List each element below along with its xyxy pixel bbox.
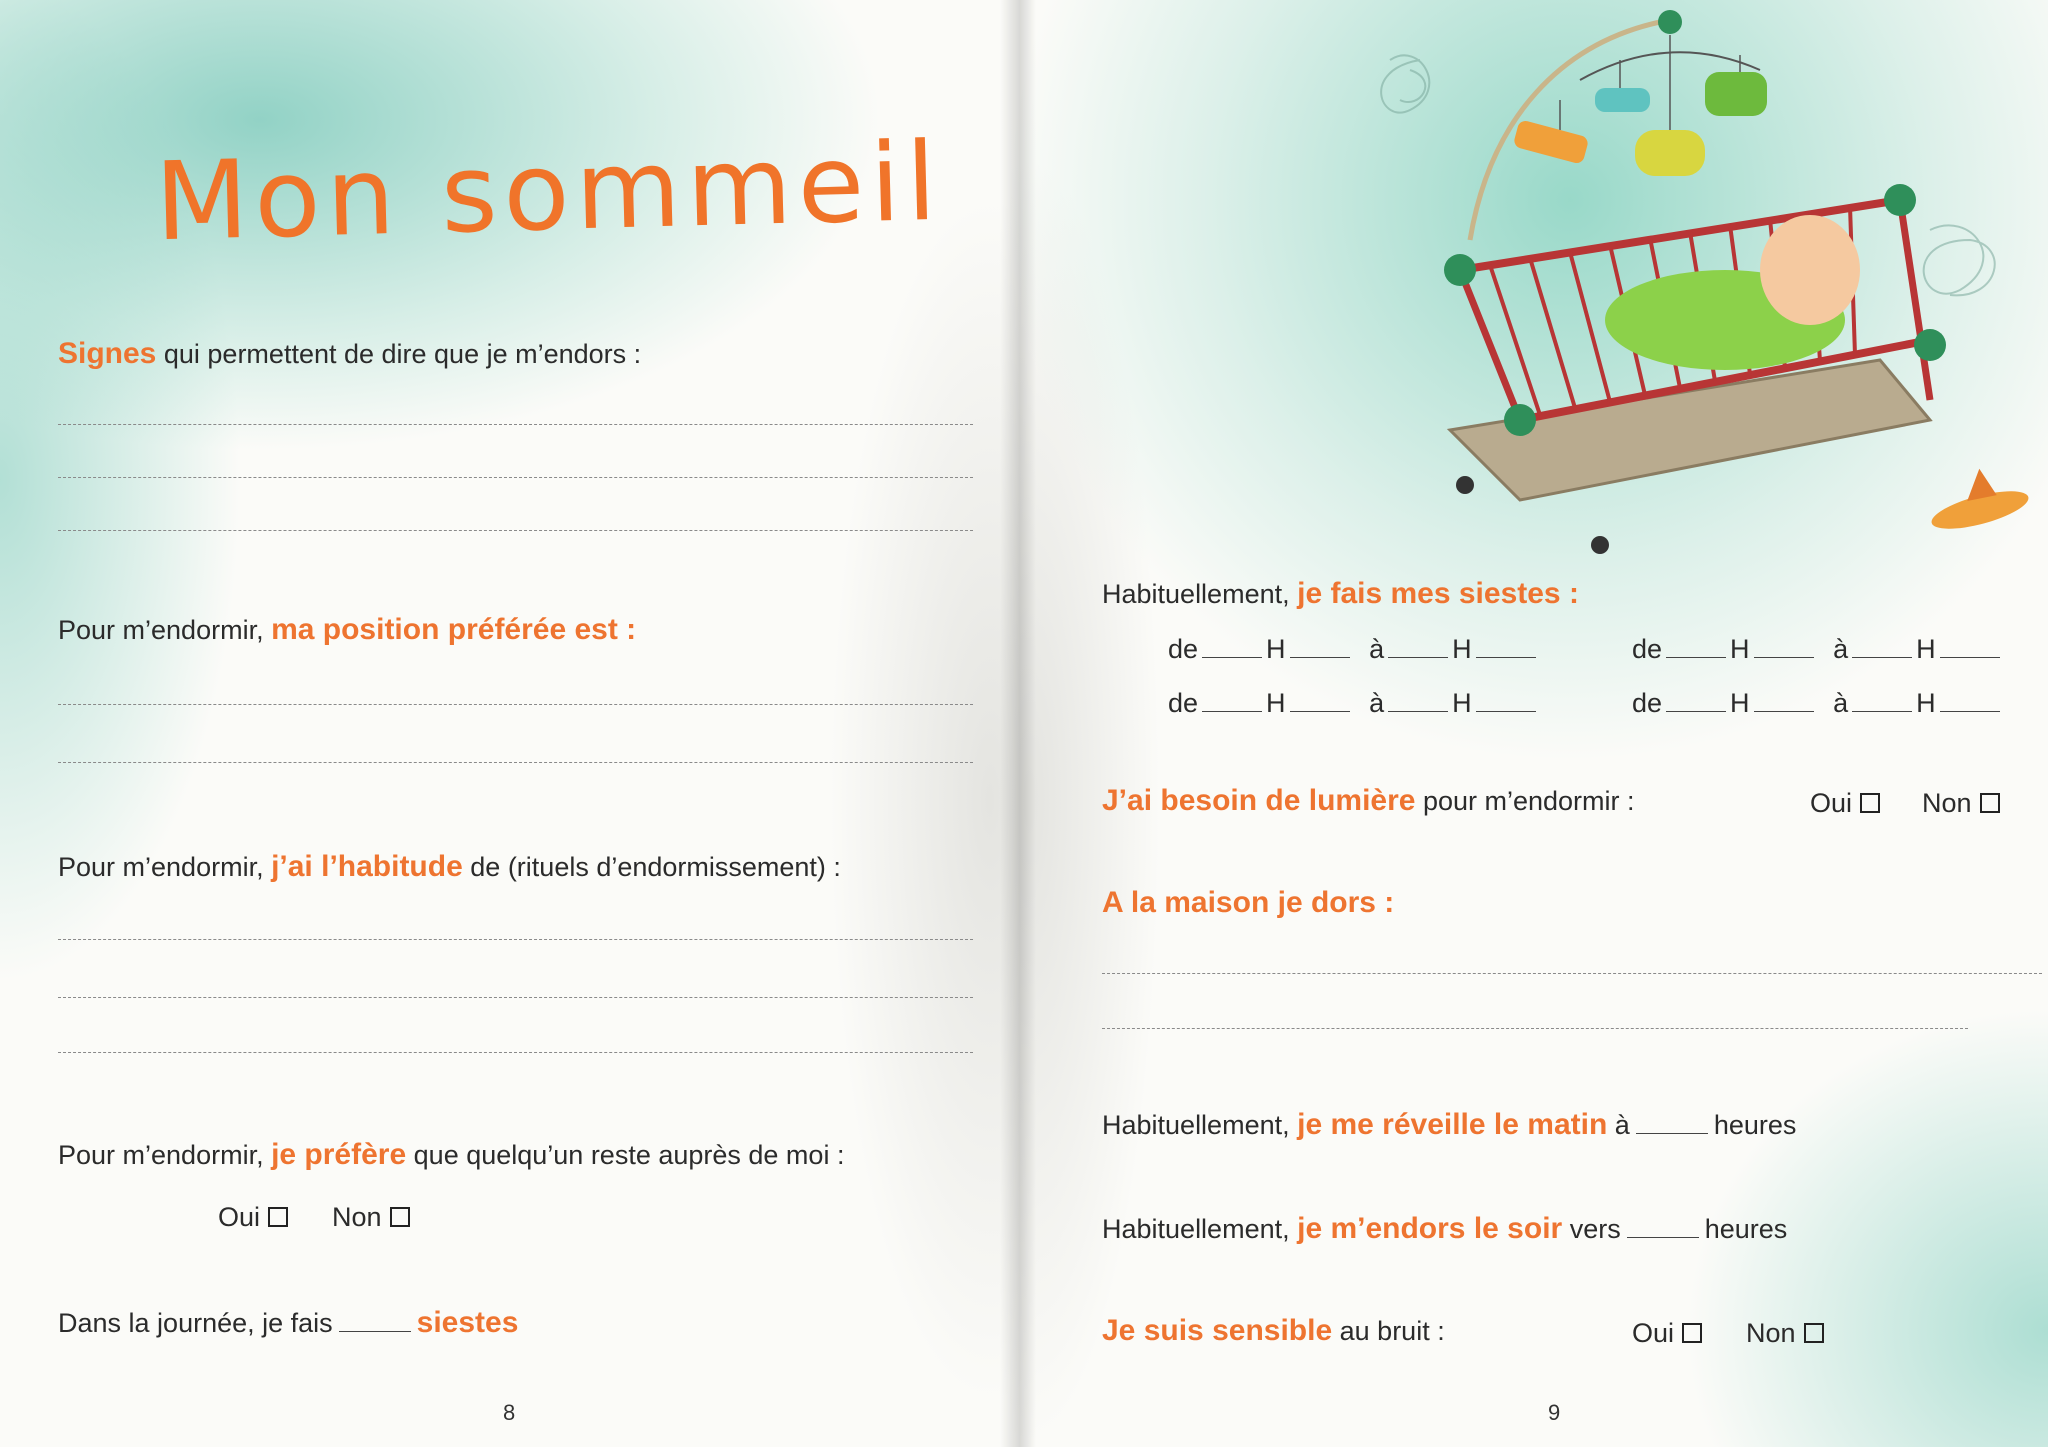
minute-blank[interactable] xyxy=(1476,687,1536,712)
left-page xyxy=(0,0,1010,1447)
question-naps-prefix: Dans la journée, je fais xyxy=(58,1308,333,1338)
hour-label: H xyxy=(1266,634,1286,664)
minute-blank[interactable] xyxy=(1940,687,2000,712)
hour-blank[interactable] xyxy=(1666,633,1726,658)
question-wake-suffix: heures xyxy=(1713,1110,1797,1140)
question-position xyxy=(58,613,636,647)
question-habit-highlight: j’ai l’habitude xyxy=(271,850,463,883)
to-label: à xyxy=(1369,688,1385,718)
hour-label: H xyxy=(1916,688,1936,718)
hour-blank[interactable] xyxy=(1852,633,1912,658)
minute-blank[interactable] xyxy=(1290,633,1350,658)
no-label: Non xyxy=(1746,1318,1796,1348)
answer-line[interactable] xyxy=(58,1052,973,1053)
from-label: de xyxy=(1632,688,1663,718)
question-habit-text: de (rituels d’endormissement) : xyxy=(462,852,841,882)
hour-blank[interactable] xyxy=(1852,687,1912,712)
question-sleep xyxy=(1102,1212,1787,1246)
question-noise xyxy=(1102,1314,1445,1348)
minute-blank[interactable] xyxy=(1754,633,1814,658)
sleep-hour-blank[interactable] xyxy=(1627,1213,1699,1238)
baby-head xyxy=(1760,215,1860,325)
answer-line[interactable] xyxy=(58,477,973,478)
question-noise-highlight: Je suis sensible xyxy=(1102,1314,1333,1347)
crib xyxy=(1444,184,1946,554)
naps-count-blank[interactable] xyxy=(339,1307,411,1332)
question-noise-text: au bruit : xyxy=(1332,1316,1445,1346)
answer-line[interactable] xyxy=(1102,973,2042,974)
answer-line[interactable] xyxy=(58,997,973,998)
minute-blank[interactable] xyxy=(1754,687,1814,712)
hour-label: H xyxy=(1730,634,1750,664)
noise-no-option[interactable] xyxy=(1746,1318,1824,1349)
question-prefer-text: que quelqu’un reste auprès de moi : xyxy=(406,1140,845,1170)
no-label: Non xyxy=(1922,788,1972,818)
siesta-time-row xyxy=(1168,633,1540,665)
question-home-highlight: A la maison je dors : xyxy=(1102,886,1395,919)
question-sleep-prefix: Habituellement, xyxy=(1102,1214,1298,1244)
minute-blank[interactable] xyxy=(1290,687,1350,712)
yes-label: Oui xyxy=(218,1202,261,1232)
from-label: de xyxy=(1168,688,1199,718)
hour-label: H xyxy=(1452,688,1472,718)
minute-blank[interactable] xyxy=(1940,633,2000,658)
siesta-time-row xyxy=(1632,687,2004,719)
yes-label: Oui xyxy=(1632,1318,1675,1348)
question-sleep-text: vers xyxy=(1562,1214,1621,1244)
page-number-right: 9 xyxy=(1548,1400,1561,1425)
question-wake xyxy=(1102,1108,1796,1142)
wake-hour-blank[interactable] xyxy=(1636,1109,1708,1134)
page-number-left: 8 xyxy=(503,1400,516,1425)
answer-line[interactable] xyxy=(58,704,973,705)
hour-blank[interactable] xyxy=(1666,687,1726,712)
question-position-highlight: ma position préférée est : xyxy=(271,613,637,646)
light-no-option[interactable] xyxy=(1922,788,2000,819)
question-prefer-highlight: je préfère xyxy=(271,1138,407,1171)
book-gutter xyxy=(1000,0,1036,1447)
question-siesta-highlight: je fais mes siestes : xyxy=(1297,577,1579,610)
question-signs-text: qui permettent de dire que je m’endors : xyxy=(156,339,642,369)
question-sleep-highlight: je m’endors le soir xyxy=(1297,1212,1563,1245)
right-page xyxy=(1010,0,2048,1447)
to-label: à xyxy=(1833,634,1849,664)
question-light-text: pour m’endormir : xyxy=(1415,786,1635,816)
no-label: Non xyxy=(332,1202,382,1232)
yes-label: Oui xyxy=(1810,788,1853,818)
from-label: de xyxy=(1632,634,1663,664)
toy-car-blue xyxy=(1595,88,1650,112)
hour-label: H xyxy=(1730,688,1750,718)
toy-van-green xyxy=(1705,72,1767,116)
question-light xyxy=(1102,784,1635,818)
hour-blank[interactable] xyxy=(1202,687,1262,712)
to-label: à xyxy=(1369,634,1385,664)
yes-checkbox[interactable] xyxy=(1682,1323,1702,1343)
question-signs xyxy=(58,337,641,371)
question-light-highlight: J’ai besoin de lumière xyxy=(1102,784,1416,817)
question-siesta xyxy=(1102,577,1579,611)
answer-line[interactable] xyxy=(58,762,973,763)
no-checkbox[interactable] xyxy=(390,1207,410,1227)
hour-blank[interactable] xyxy=(1388,687,1448,712)
question-naps xyxy=(58,1306,518,1340)
no-checkbox[interactable] xyxy=(1804,1323,1824,1343)
yes-checkbox[interactable] xyxy=(268,1207,288,1227)
question-wake-prefix: Habituellement, xyxy=(1102,1110,1298,1140)
light-yes-option[interactable] xyxy=(1810,788,1880,819)
yes-checkbox[interactable] xyxy=(1860,793,1880,813)
hour-label: H xyxy=(1266,688,1286,718)
toy-car-orange xyxy=(1513,119,1590,165)
prefer-no-option[interactable] xyxy=(332,1202,410,1233)
question-wake-highlight: je me réveille le matin xyxy=(1297,1108,1608,1141)
to-label: à xyxy=(1833,688,1849,718)
minute-blank[interactable] xyxy=(1476,633,1536,658)
question-sleep-suffix: heures xyxy=(1704,1214,1788,1244)
prefer-yes-option[interactable] xyxy=(218,1202,288,1233)
no-checkbox[interactable] xyxy=(1980,793,2000,813)
from-label: de xyxy=(1168,634,1199,664)
hour-blank[interactable] xyxy=(1202,633,1262,658)
question-naps-highlight: siestes xyxy=(416,1306,519,1339)
question-prefer-prefix: Pour m’endormir, xyxy=(58,1140,272,1170)
question-position-prefix: Pour m’endormir, xyxy=(58,615,272,645)
page-title: Mon sommeil xyxy=(153,119,944,266)
question-habit xyxy=(58,850,841,884)
toy-plane xyxy=(1921,458,2032,536)
question-prefer xyxy=(58,1138,844,1172)
question-signs-highlight: Signes xyxy=(58,337,157,370)
hour-blank[interactable] xyxy=(1388,633,1448,658)
question-habit-prefix: Pour m’endormir, xyxy=(58,852,272,882)
mobile-toy xyxy=(1470,10,1767,240)
question-wake-text: à xyxy=(1607,1110,1630,1140)
siesta-time-row xyxy=(1168,687,1540,719)
crib-illustration xyxy=(1330,0,2048,570)
hour-label: H xyxy=(1452,634,1472,664)
toy-bus-yellow xyxy=(1635,130,1705,176)
answer-line[interactable] xyxy=(58,939,973,940)
noise-yes-option[interactable] xyxy=(1632,1318,1702,1349)
question-siesta-prefix: Habituellement, xyxy=(1102,579,1298,609)
answer-line[interactable] xyxy=(58,424,973,425)
answer-line[interactable] xyxy=(1102,1028,1968,1029)
hour-label: H xyxy=(1916,634,1936,664)
siesta-time-row xyxy=(1632,633,2004,665)
question-home xyxy=(1102,886,1394,920)
answer-line[interactable] xyxy=(58,530,973,531)
